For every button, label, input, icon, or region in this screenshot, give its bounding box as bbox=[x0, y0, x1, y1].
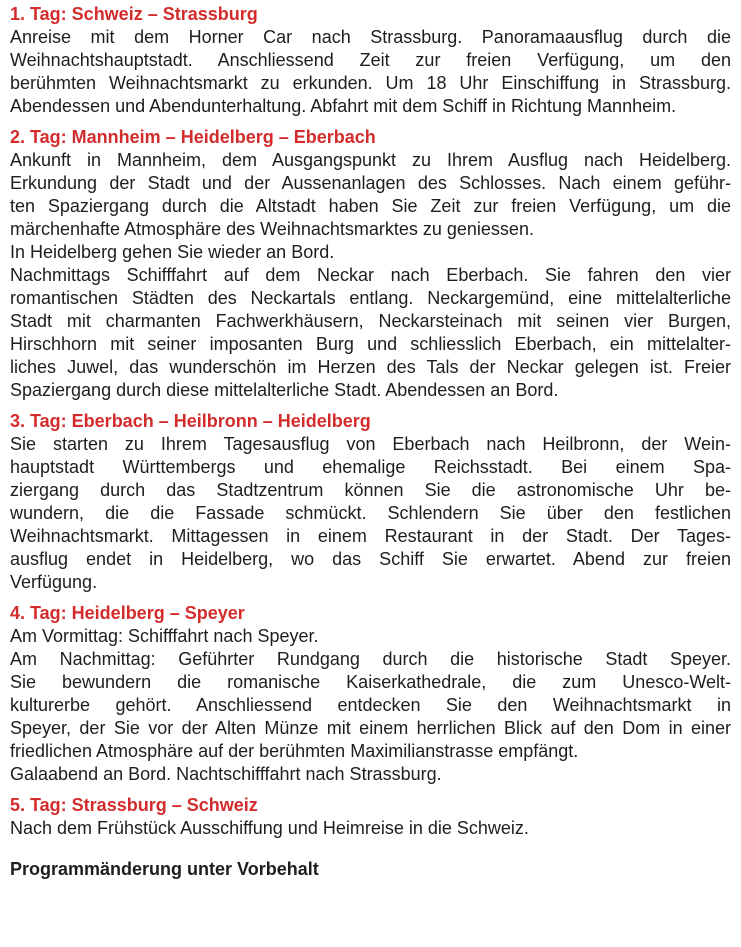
day-section-2 bbox=[10, 126, 731, 402]
day-text-line: friedlichen Atmosphäre auf der berühmten Maximilianstrasse empfängt. bbox=[10, 741, 579, 761]
day-text-line: Hirschhorn mit seiner imposanten Burg und schliesslich Eberbach, ein mittelalter- bbox=[10, 334, 731, 354]
day-text-line: Ankunft in Mannheim, dem Ausgangspunkt zu Ihrem Ausflug nach Heidelberg. bbox=[10, 150, 731, 170]
day-text-line: hauptstadt Württembergs und ehemalige Reichsstadt. Bei einem Spa- bbox=[10, 457, 731, 477]
day-text-line: Nach dem Frühstück Ausschiffung und Heimreise in die Schweiz. bbox=[10, 818, 529, 838]
day-text-line: kulturerbe gehört. Anschliessend entdecken Sie den Weihnachtsmarkt in bbox=[10, 695, 731, 715]
day-text-line: romantischen Städten des Neckartals entlang. Neckargemünd, eine mittelalterliche bbox=[10, 288, 731, 308]
day-text-line: Weihnachtshauptstadt. Anschliessend Zeit zur freien Verfügung, um den bbox=[10, 50, 731, 70]
day-text-line: Anreise mit dem Horner Car nach Strassburg. Panoramaausflug durch die bbox=[10, 27, 731, 47]
day-text-line: Speyer, der Sie vor der Alten Münze mit einem herrlichen Blick auf den Dom in einer bbox=[10, 718, 731, 738]
day-text-line: Nachmittags Schifffahrt auf dem Neckar nach Eberbach. Sie fahren den vier bbox=[10, 265, 731, 285]
itinerary-days bbox=[10, 3, 731, 840]
day-section-4 bbox=[10, 602, 731, 786]
day-text-line: Sie starten zu Ihrem Tagesausflug von Eberbach nach Heilbronn, der Wein- bbox=[10, 434, 731, 454]
day-text-line: Am Vormittag: Schifffahrt nach Speyer. bbox=[10, 626, 319, 646]
day-section-3 bbox=[10, 410, 731, 594]
day-text-line: Verfügung. bbox=[10, 572, 98, 592]
day-title: 2. Tag: Mannheim – Heidelberg – Eberbach bbox=[10, 127, 376, 147]
day-text-line: Stadt mit charmanten Fachwerkhäusern, Neckarsteinach mit seinen vier Burgen, bbox=[10, 311, 731, 331]
day-title: 5. Tag: Strassburg – Schweiz bbox=[10, 795, 258, 815]
day-text-line: Weihnachtsmarkt. Mittagessen in einem Restaurant in der Stadt. Der Tages- bbox=[10, 526, 731, 546]
day-text-line: ten Spaziergang durch die Altstadt haben Sie Zeit zur freien Verfügung, um die bbox=[10, 196, 731, 216]
day-text-line: berühmten Weihnachtsmarkt zu erkunden. Um 18 Uhr Einschiffung in Strassburg. bbox=[10, 73, 731, 93]
day-text-line: Spaziergang durch diese mittelalterliche Stadt. Abendessen an Bord. bbox=[10, 380, 559, 400]
day-text-line: liches Juwel, das wunderschön im Herzen des Tals der Neckar gelegen ist. Freier bbox=[10, 357, 731, 377]
day-title: 1. Tag: Schweiz – Strassburg bbox=[10, 4, 258, 24]
program-change-notice: Programmänderung unter Vorbehalt bbox=[10, 859, 319, 879]
day-text-line: wundern, die die Fassade schmückt. Schlendern Sie über den festlichen bbox=[10, 503, 731, 523]
day-text-line: Galaabend an Bord. Nachtschifffahrt nach Strassburg. bbox=[10, 764, 442, 784]
day-section-1 bbox=[10, 3, 731, 118]
day-text-line: Abendessen und Abendunterhaltung. Abfahrt mit dem Schiff in Richtung Mannheim. bbox=[10, 96, 677, 116]
day-text-line: Erkundung der Stadt und der Aussenanlagen des Schlosses. Nach einem geführ- bbox=[10, 173, 731, 193]
day-title: 4. Tag: Heidelberg – Speyer bbox=[10, 603, 245, 623]
day-text-line: In Heidelberg gehen Sie wieder an Bord. bbox=[10, 242, 335, 262]
day-text-line: Am Nachmittag: Geführter Rundgang durch die historische Stadt Speyer. bbox=[10, 649, 731, 669]
day-section-5 bbox=[10, 794, 731, 840]
day-text-line: märchenhafte Atmosphäre des Weihnachtsmarktes zu geniessen. bbox=[10, 219, 534, 239]
day-text-line: ziergang durch das Stadtzentrum können Sie die astronomische Uhr be- bbox=[10, 480, 731, 500]
day-title: 3. Tag: Eberbach – Heilbronn – Heidelberg bbox=[10, 411, 371, 431]
day-text-line: ausflug endet in Heidelberg, wo das Schiff Sie erwartet. Abend zur freien bbox=[10, 549, 731, 569]
day-text-line: Sie bewundern die romanische Kaiserkathedrale, die zum Unesco-Welt- bbox=[10, 672, 731, 692]
